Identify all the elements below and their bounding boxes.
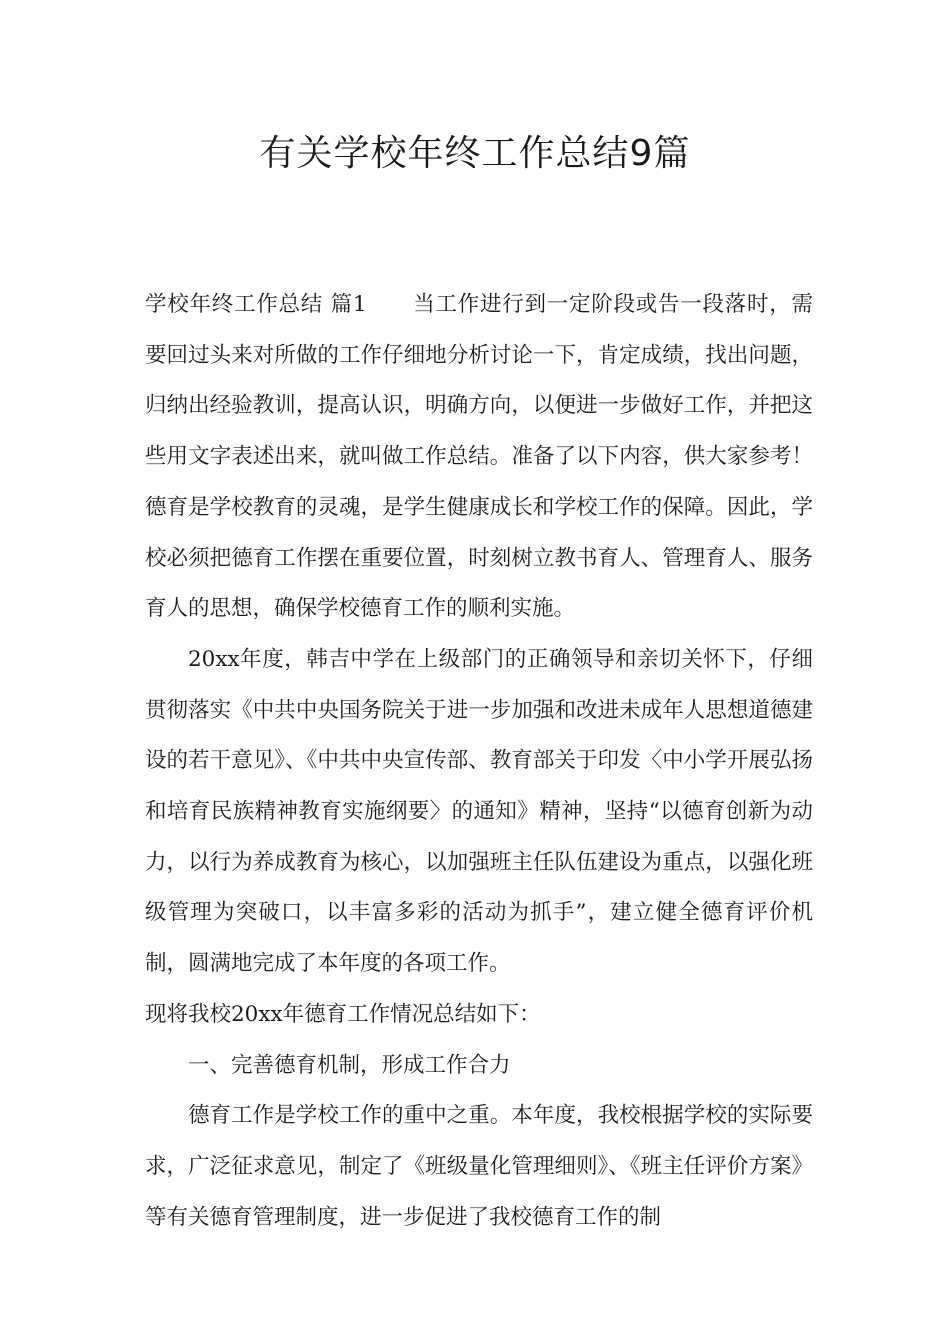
paragraph: 20xx年度，韩吉中学在上级部门的正确领导和亲切关怀下，仔细贯彻落实《中共中央国务院关于进一步加强和改进未成年人思想道德建设的若干意见》、《中共中央宣传部、教育部关于印发〈中小学开展弘扬和培育民族精神教育实施纲要〉的通知》精神，坚持“以德育创新为动力，以行为养成教育为核心，以加强班主任队伍建设为重点，以强化班级管理为突破口，以丰富多彩的活动为抓手”，建立健全德育评价机制，圆满地完成了本年度的各项工作。 — [145, 646, 813, 977]
paragraph: 德育工作是学校工作的重中之重。本年度，我校根据学校的实际要求，广泛征求意见，制定了《班级量化管理细则》、《班主任评价方案》等有关德育管理制度，进一步促进了我校德育工作的制 — [145, 1103, 813, 1230]
paragraph-text: 当工作进行到一定阶段或告一段落时，需要回过头来对所做的工作仔细地分析讨论一下，肯定成绩，找出问题，归纳出经验教训，提高认识，明确方向，以便进一步做好工作，并把这些用文字表述出来，就叫做工作总结。准备了以下内容，供大家参考！德育是学校教育的灵魂，是学生健康成长和学校工作的保障。因此，学校必须把德育工作摆在重要位置，时刻树立教书育人、管理育人、服务育人的思想，确保学校德育工作的顺利实施。 — [145, 292, 813, 622]
subheading: 一、完善德育机制，形成工作合力 — [188, 1052, 511, 1078]
paragraph: 现将我校20xx年德育工作情况总结如下： — [145, 1001, 541, 1027]
document-body — [145, 280, 813, 1243]
document-title: 有关学校年终工作总结9篇 — [259, 133, 691, 174]
section-heading: 学校年终工作总结 篇1 — [145, 292, 367, 317]
paragraph-intro — [145, 280, 813, 635]
